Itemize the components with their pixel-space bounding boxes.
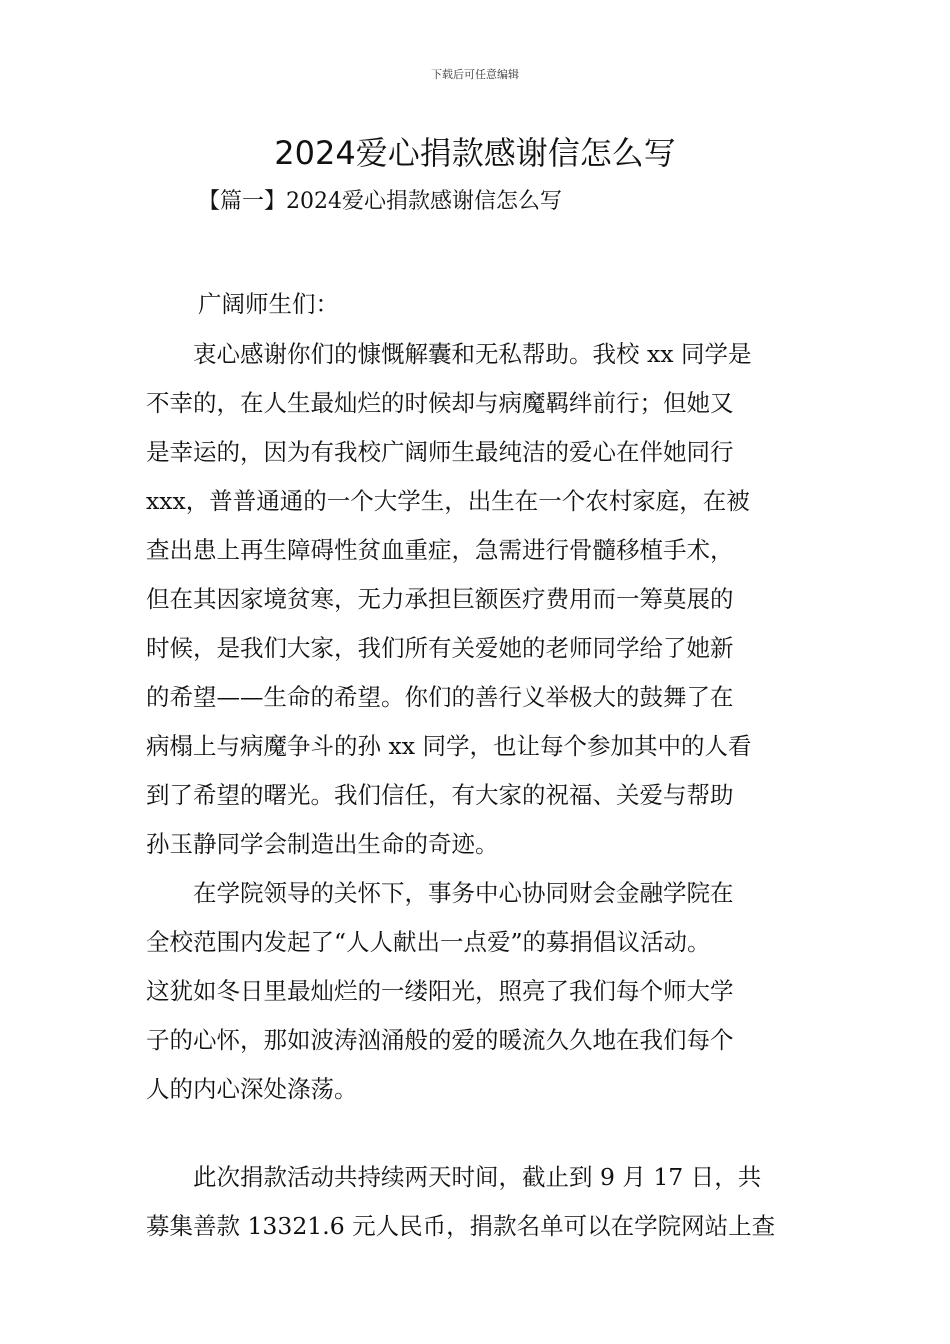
text-line: 全校范围内发起了“人人献出一点爱”的募捐倡议活动。 <box>146 928 711 956</box>
text-line: 这犹如冬日里最灿烂的一缕阳光，照亮了我们每个师大学 <box>146 977 734 1005</box>
text-line: 募集善款 13321.6 元人民币，捐款名单可以在学院网站上查 <box>146 1212 776 1240</box>
text-line: 查出患上再生障碍性贫血重症，急需进行骨髓移植手术， <box>146 536 734 564</box>
text-line: 此次捐款活动共持续两天时间，截止到 9 月 17 日，共 <box>146 1163 762 1191</box>
document-title: 2024爱心捐款感谢信怎么写 <box>274 134 676 172</box>
text-line: 孙玉静同学会制造出生命的奇迹。 <box>146 830 499 858</box>
text-line: 在学院领导的关怀下，事务中心协同财会金融学院在 <box>146 879 734 907</box>
section-heading: 【篇一】2024爱心捐款感谢信怎么写 <box>198 189 562 214</box>
paragraph <box>146 869 810 1114</box>
text-line: 不幸的，在人生最灿烂的时候却与病魔羁绊前行；但她又 <box>146 389 734 417</box>
greeting: 广阔师生们： <box>198 290 339 318</box>
text-line: 但在其因家境贫寒，无力承担巨额医疗费用而一筹莫展的 <box>146 585 734 613</box>
text-line: 是幸运的，因为有我校广阔师生最纯洁的爱心在伴她同行 <box>146 438 734 466</box>
header-note: 下载后可任意编辑 <box>431 68 519 81</box>
text-line: 到了希望的曙光。我们信任，有大家的祝福、关爱与帮助 <box>146 781 734 809</box>
text-line: 人的内心深处涤荡。 <box>146 1075 358 1103</box>
text-line: 子的心怀，那如波涛汹涌般的爱的暖流久久地在我们每个 <box>146 1026 734 1054</box>
text-line: 时候，是我们大家，我们所有关爱她的老师同学给了她新 <box>146 634 734 662</box>
paragraph <box>146 1153 810 1251</box>
text-line: 的希望——生命的希望。你们的善行义举极大的鼓舞了在 <box>146 683 734 711</box>
paragraph <box>146 330 810 869</box>
text-line: 衷心感谢你们的慷慨解囊和无私帮助。我校 xx 同学是 <box>146 340 752 368</box>
text-line: xxx，普普通通的一个大学生，出生在一个农村家庭，在被 <box>146 487 750 515</box>
text-line: 病榻上与病魔争斗的孙 xx 同学，也让每个参加其中的人看 <box>146 732 752 760</box>
